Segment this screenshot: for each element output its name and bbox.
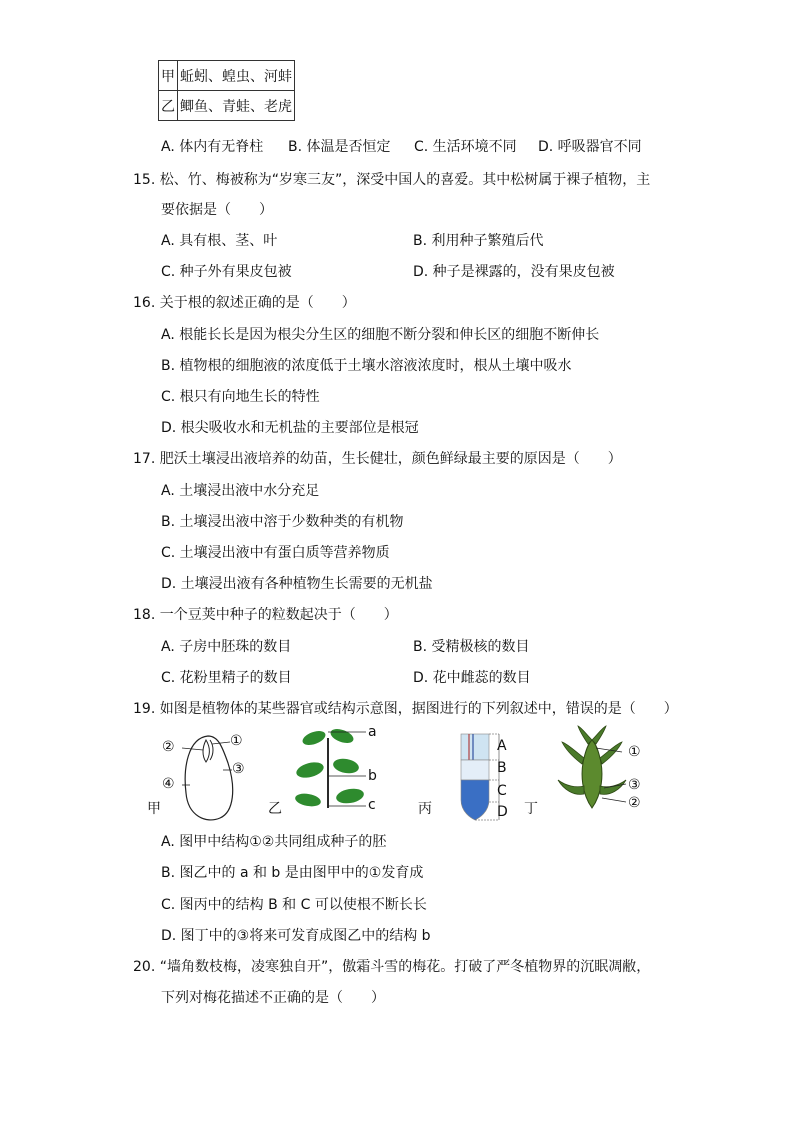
fig-seed-label-2: ② [162, 739, 175, 755]
classification-table [158, 60, 295, 121]
q18-option-a: A. 子房中胚珠的数目 [161, 639, 292, 655]
table-value: 鲫鱼、青蛙、老虎 [178, 91, 295, 121]
fig-root-label-D: D [497, 804, 508, 820]
q15-option-c: C. 种子外有果皮包被 [161, 264, 292, 280]
fig-seedling-label-b: b [368, 768, 377, 784]
q14-option-b: B. 体温是否恒定 [288, 139, 391, 155]
q16-option-d: D. 根尖吸收水和无机盐的主要部位是根冠 [161, 420, 419, 436]
q15-stem-line1: 15. 松、竹、梅被称为“岁寒三友”，深受中国人的喜爱。其中松树属于裸子植物，主 [133, 172, 651, 188]
fig-yi-caption: 乙 [268, 801, 282, 817]
table-value: 蚯蚓、蝗虫、河蚌 [178, 61, 295, 91]
q17-option-a: A. 土壤浸出液中水分充足 [161, 483, 320, 499]
table-row [159, 91, 295, 121]
q20-stem-line1: 20. “墙角数枝梅，凌寒独自开”，傲霜斗雪的梅花。打破了严冬植物界的沉眠凋敝， [133, 959, 651, 975]
fig-seed-label-4: ④ [162, 776, 175, 792]
q16-option-a: A. 根能长长是因为根尖分生区的细胞不断分裂和伸长区的细胞不断伸长 [161, 327, 600, 343]
q17-option-d: D. 土壤浸出液有各种植物生长需要的无机盐 [161, 576, 433, 592]
fig-seed-label-3: ③ [232, 761, 245, 777]
fig-bud-label-1: ① [628, 744, 641, 760]
q19-option-d: D. 图丁中的③将来可发育成图乙中的结构 b [161, 928, 431, 944]
q16-option-c: C. 根只有向地生长的特性 [161, 389, 320, 405]
q18-option-c: C. 花粉里精子的数目 [161, 670, 292, 686]
fig-seed-label-1: ① [230, 733, 243, 749]
q19-option-a: A. 图甲中结构①②共同组成种子的胚 [161, 834, 387, 850]
q18-option-d: D. 花中雌蕊的数目 [413, 670, 531, 686]
q18-option-b: B. 受精极核的数目 [413, 639, 530, 655]
q17-option-b: B. 土壤浸出液中溶于少数种类的有机物 [161, 514, 404, 530]
fig-bud-label-2: ② [628, 795, 641, 811]
fig-bud-label-3: ③ [628, 777, 641, 793]
q15-option-b: B. 利用种子繁殖后代 [413, 233, 544, 249]
q15-stem-line2: 要依据是（ ） [161, 202, 273, 218]
table-key: 甲 [159, 61, 178, 91]
q19-option-b: B. 图乙中的 a 和 b 是由图甲中的①发育成 [161, 865, 424, 881]
q19-stem: 19. 如图是植物体的某些器官或结构示意图，据图进行的下列叙述中，错误的是（ ） [133, 701, 678, 717]
q19-option-c: C. 图丙中的结构 B 和 C 可以使根不断长长 [161, 897, 427, 913]
fig-bing-caption: 丙 [418, 801, 432, 817]
figure-seedling [288, 724, 378, 822]
q14-option-c: C. 生活环境不同 [414, 139, 517, 155]
q18-stem: 18. 一个豆荚中种子的粒数起决于（ ） [133, 607, 398, 623]
q15-option-a: A. 具有根、茎、叶 [161, 233, 278, 249]
fig-root-label-A: A [497, 738, 507, 754]
fig-root-label-C: C [497, 783, 507, 799]
q14-option-a: A. 体内有无脊柱 [161, 139, 264, 155]
q14-option-d: D. 呼吸器官不同 [538, 139, 642, 155]
fig-root-label-B: B [497, 760, 507, 776]
q17-stem: 17. 肥沃土壤浸出液培养的幼苗，生长健壮，颜色鲜绿最主要的原因是（ ） [133, 451, 622, 467]
q16-option-b: B. 植物根的细胞液的浓度低于土壤水溶液浓度时，根从土壤中吸水 [161, 358, 572, 374]
q17-option-c: C. 土壤浸出液中有蛋白质等营养物质 [161, 545, 390, 561]
fig-ding-caption: 丁 [524, 801, 538, 817]
fig-seedling-label-c: c [368, 797, 376, 813]
q20-stem-line2: 下列对梅花描述不正确的是（ ） [161, 990, 385, 1006]
table-key: 乙 [159, 91, 178, 121]
q15-option-d: D. 种子是裸露的，没有果皮包被 [413, 264, 615, 280]
fig-jia-caption: 甲 [147, 801, 161, 817]
fig-seedling-label-a: a [368, 724, 377, 740]
table-row [159, 61, 295, 91]
figure-bud [552, 724, 634, 814]
q16-stem: 16. 关于根的叙述正确的是（ ） [133, 295, 356, 311]
